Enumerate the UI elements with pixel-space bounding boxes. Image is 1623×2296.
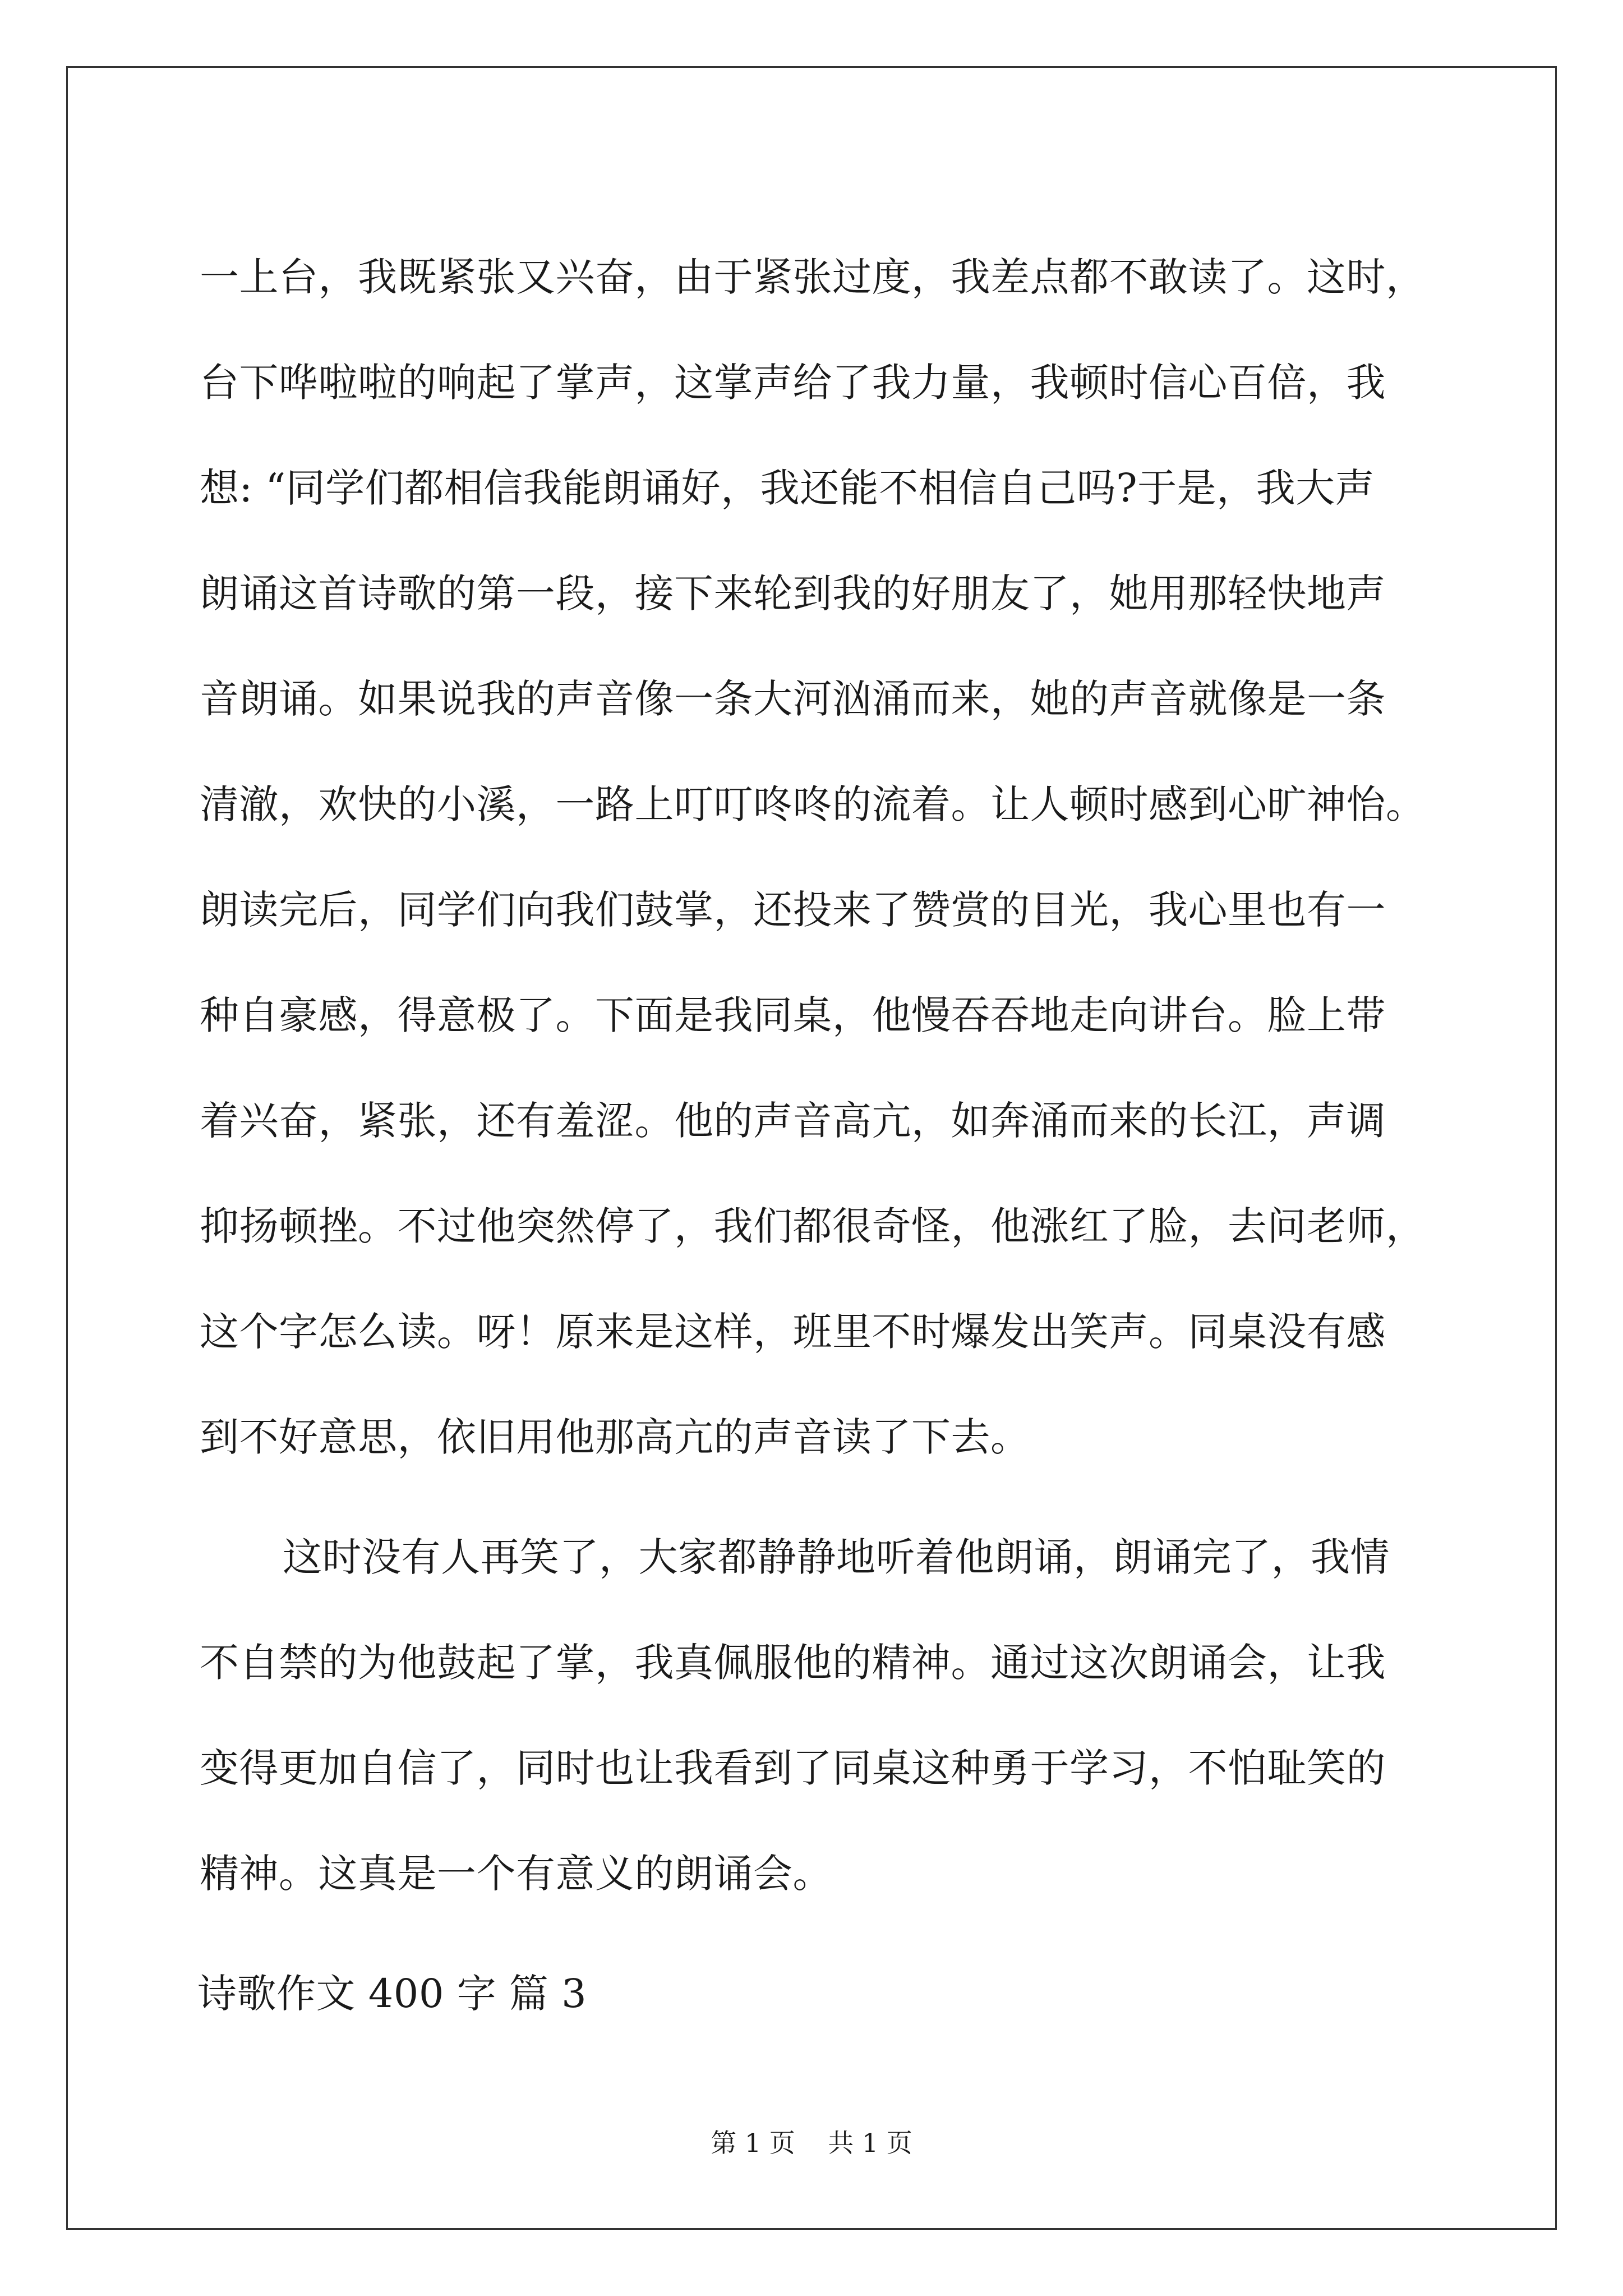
document-body [197, 224, 1433, 2046]
page-number: 第 1 页 [711, 2128, 795, 2158]
text-line: 朗读完后，同学们向我们鼓掌，还投来了赞赏的目光，我心里也有一 [200, 887, 1386, 933]
text-line: 这时没有人再笑了，大家都静静地听着他朗诵，朗诵完了，我情 [283, 1534, 1390, 1580]
text-line: 想: “同学们都相信我能朗诵好，我还能不相信自己吗?于是，我大声 [200, 465, 1375, 511]
text-line: 着兴奋，紧张，还有羞涩。他的声音高亢，如奔涌而来的长江，声调 [200, 1098, 1386, 1144]
text-line: 清澈，欢快的小溪，一路上叮叮咚咚的流着。让人顿时感到心旷神怡。 [200, 781, 1426, 827]
page-total: 共 1 页 [828, 2128, 912, 2158]
text-line: 种自豪感，得意极了。下面是我同桌，他慢吞吞地走向讲台。脸上带 [200, 992, 1386, 1038]
page-footer [0, 2126, 1623, 2160]
text-line: 音朗诵。如果说我的声音像一条大河汹涌而来，她的声音就像是一条 [200, 676, 1386, 722]
text-line: 一上台，我既紧张又兴奋，由于紧张过度，我差点都不敢读了。这时， [200, 254, 1426, 300]
paragraph-2 [200, 1504, 1433, 1926]
text-line: 到不好意思，依旧用他那高亢的声音读了下去。 [200, 1414, 1030, 1460]
text-line: 抑扬顿挫。不过他突然停了，我们都很奇怪，他涨红了脸，去问老师， [200, 1203, 1426, 1249]
paragraph-1 [200, 224, 1433, 1490]
section-heading: 诗歌作文 400 字 篇 3 [197, 1971, 587, 2017]
text-line: 朗诵这首诗歌的第一段，接下来轮到我的好朋友了，她用那轻快地声 [200, 570, 1386, 616]
text-line: 变得更加自信了，同时也让我看到了同桌这种勇于学习，不怕耻笑的 [200, 1745, 1386, 1791]
text-line: 不自禁的为他鼓起了掌，我真佩服他的精神。通过这次朗诵会，让我 [200, 1640, 1386, 1686]
text-line: 台下哗啦啦的响起了掌声，这掌声给了我力量，我顿时信心百倍，我 [200, 360, 1386, 406]
text-line: 这个字怎么读。呀！原来是这样，班里不时爆发出笑声。同桌没有感 [200, 1309, 1386, 1355]
text-line: 精神。这真是一个有意义的朗诵会。 [200, 1851, 832, 1897]
